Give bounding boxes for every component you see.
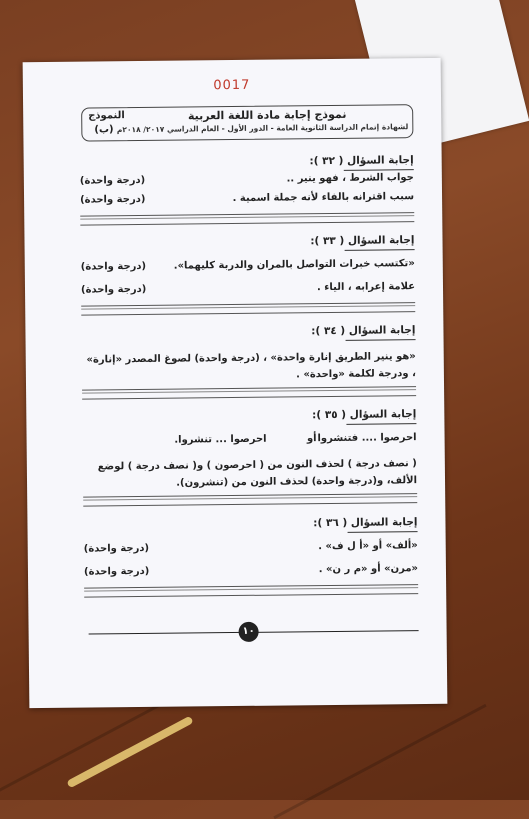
wood-grain bbox=[273, 704, 486, 819]
grade-label: (درجة واحدة) bbox=[83, 542, 150, 555]
question-33 bbox=[80, 234, 415, 315]
question-title: إجابة السؤال ( ٣٣ ): bbox=[80, 234, 414, 253]
answer-line bbox=[84, 563, 418, 583]
model-letter: (ب) bbox=[94, 124, 114, 136]
grade-label: (درجة واحدة) bbox=[80, 283, 147, 296]
section-divider bbox=[84, 584, 418, 597]
section-divider bbox=[81, 302, 415, 315]
answer-text: «تكتسب خبرات التواصل بالمران والدربة كليهما». bbox=[173, 258, 415, 272]
answer-text: سبب اقترانه بالفاء لأنه جملة اسمية . bbox=[232, 191, 415, 205]
serial-number: 0017 bbox=[213, 77, 251, 94]
question-title: إجابة السؤال ( ٣٤ ): bbox=[81, 324, 415, 343]
answer-text: جواب الشرط ، فهو ينير .. bbox=[286, 172, 414, 185]
question-34 bbox=[81, 324, 416, 399]
question-title: إجابة السؤال ( ٣٦ ): bbox=[83, 516, 417, 535]
question-35 bbox=[82, 408, 417, 506]
pen bbox=[66, 716, 193, 789]
answer-text: «ألف» أو «أ ل ف» . bbox=[318, 540, 418, 553]
exam-header bbox=[81, 104, 413, 141]
header-title: نموذج إجابة مادة اللغة العربية bbox=[187, 107, 347, 123]
answer-line bbox=[83, 432, 417, 452]
answer-option-1: احرصوا .... فتنشروا bbox=[317, 432, 417, 445]
answer-line bbox=[81, 258, 415, 278]
answer-paragraph: «هو ينير الطريق إنارة واحدة» ، (درجة واحدة) لصوغ المصدر «إنارة» ، ودرجة لكلمة «واحدة» . bbox=[86, 351, 416, 381]
or-word: أو bbox=[306, 433, 317, 445]
answer-option-2: احرصوا ... تنشروا. bbox=[174, 433, 267, 446]
answer-text: «مرن» أو «م ر ن» . bbox=[318, 563, 419, 576]
question-36 bbox=[83, 516, 418, 597]
section-divider bbox=[82, 386, 416, 399]
answer-line bbox=[80, 172, 414, 192]
grade-label: (درجة واحدة) bbox=[80, 193, 146, 206]
answer-sheet bbox=[23, 58, 448, 708]
grade-label: (درجة واحدة) bbox=[83, 565, 150, 578]
question-title: إجابة السؤال ( ٣٥ ): bbox=[82, 408, 416, 427]
question-32 bbox=[80, 154, 415, 225]
answer-line bbox=[84, 540, 418, 560]
model-label: النموذج bbox=[88, 110, 125, 122]
grade-label: (درجة واحدة) bbox=[79, 174, 146, 187]
page-number: ١٠ bbox=[239, 622, 259, 642]
answer-line bbox=[81, 281, 415, 301]
grade-label: (درجة واحدة) bbox=[80, 260, 147, 273]
answer-text: علامة إعرابه ، الياء . bbox=[316, 281, 416, 294]
answer-line bbox=[80, 191, 414, 211]
section-divider bbox=[83, 493, 417, 506]
header-subtitle: لشهادة إتمام الدراسة الثانوية العامة - الدور الأول - العام الدراسي ٢٠١٧/ ٢٠١٨م bbox=[116, 122, 409, 135]
section-divider bbox=[80, 212, 414, 225]
question-title: إجابة السؤال ( ٣٢ ): bbox=[80, 154, 414, 173]
answer-paragraph: ( نصف درجة ) لحذف النون من ( احرصون ) و( نصف درجة ) لوضع الألف، و(درجة واحدة) لحذف النون من (تنشرون). bbox=[97, 458, 418, 489]
